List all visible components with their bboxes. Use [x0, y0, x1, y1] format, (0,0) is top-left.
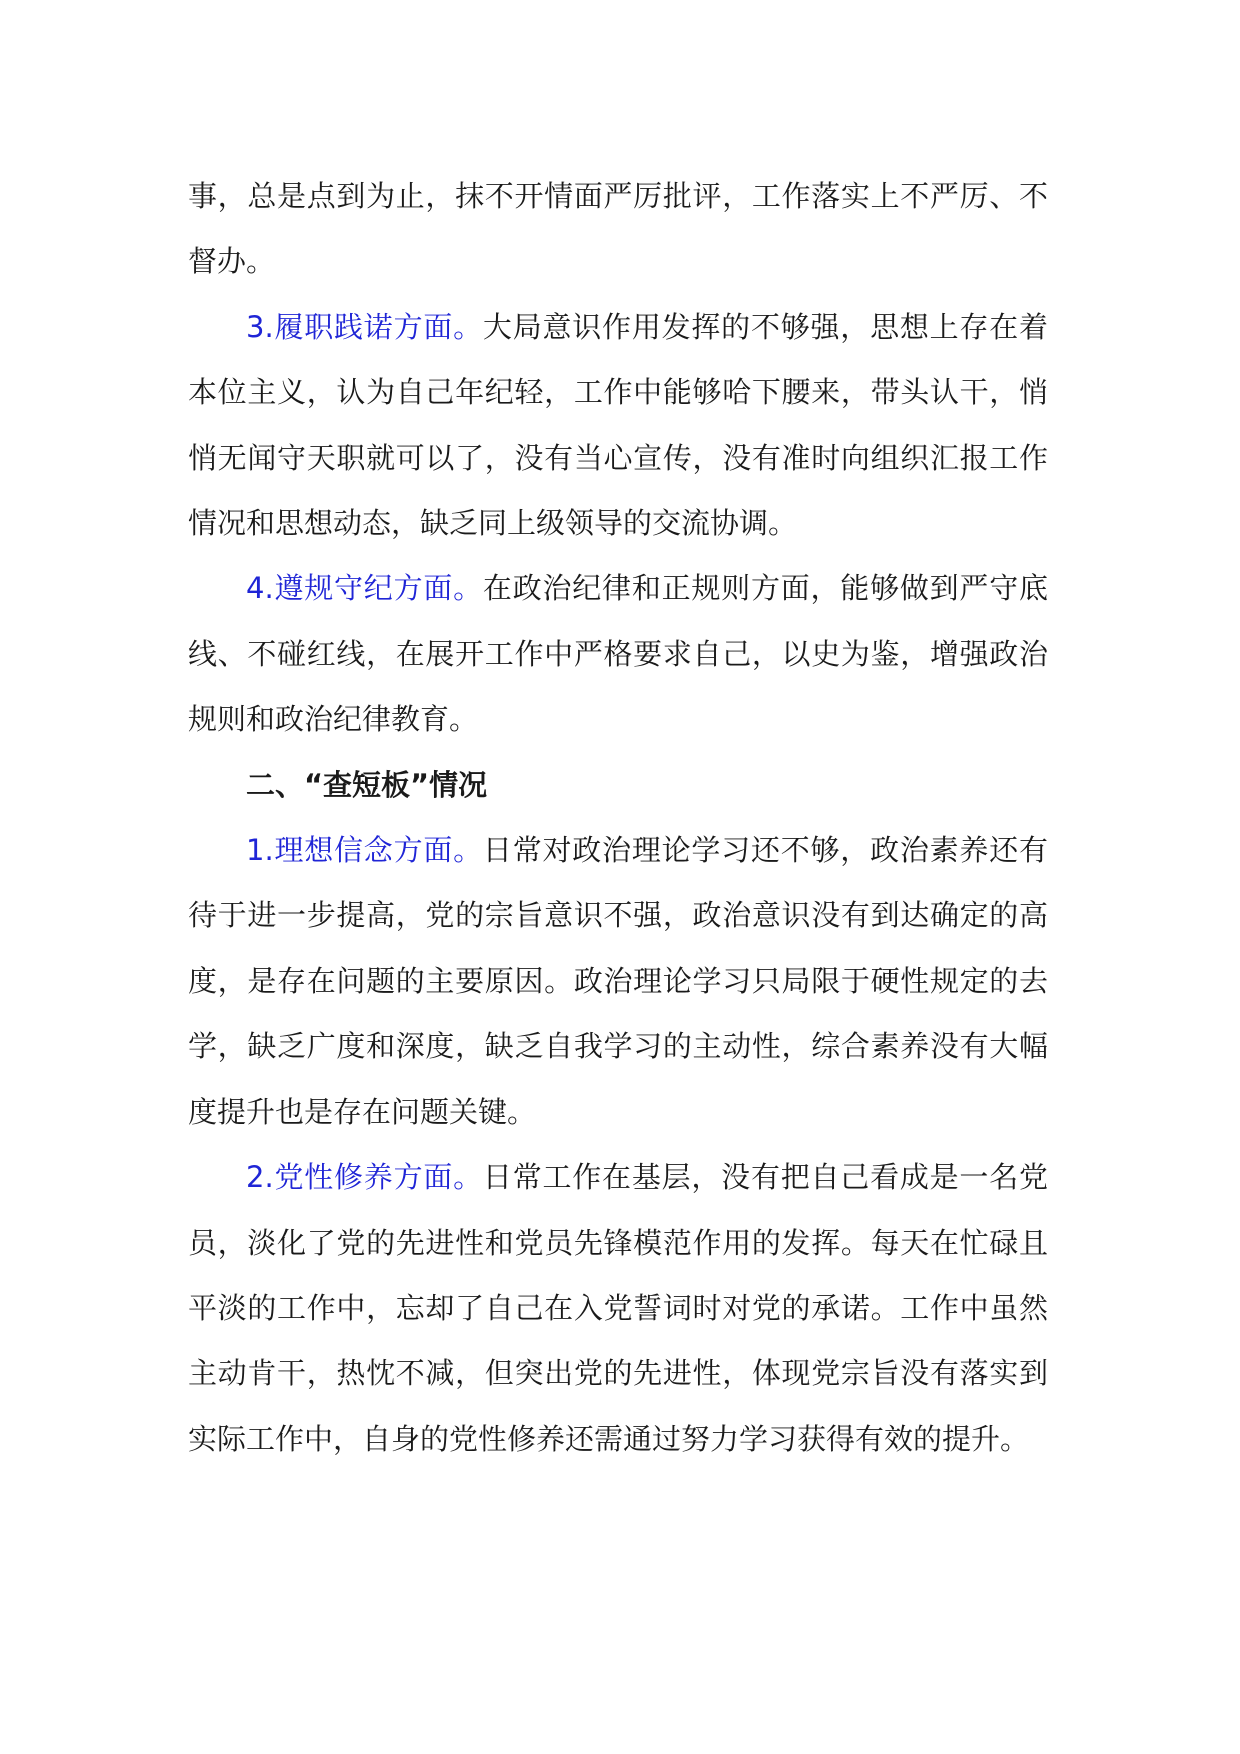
paragraph-continuation	[188, 164, 1048, 295]
section-heading: 二、“查短板”情况	[246, 767, 488, 802]
paragraph-lixiang	[188, 818, 1048, 1145]
paragraph-text: 事，总是点到为止，抹不开情面严厉批评，工作落实上不严厉、不督办。	[188, 179, 1048, 279]
paragraph-text: 在政治纪律和正规则方面，能够做到严守底线、不碰红线，在展开工作中严格要求自己，以史为鉴，增强政治规则和政治纪律教育。	[188, 571, 1048, 737]
paragraph-label: 3.履职践诺方面。	[246, 309, 483, 344]
paragraph-dangxing	[188, 1145, 1048, 1472]
paragraph-text: 日常工作在基层，没有把自己看成是一名党员，淡化了党的先进性和党员先锋模范作用的发挥。每天在忙碌且平淡的工作中，忘却了自己在入党誓词时对党的承诺。工作中虽然主动肯干，热忱不减，但突出党的先进性，体现党宗旨没有落实到实际工作中，自身的党性修养还需通过努力学习获得有效的提升。	[188, 1160, 1048, 1456]
paragraph-label: 4.遵规守纪方面。	[246, 571, 483, 606]
paragraph-label: 1.理想信念方面。	[246, 833, 483, 868]
paragraph-text: 大局意识作用发挥的不够强，思想上存在着本位主义，认为自己年纪轻，工作中能够哈下腰来，带头认干，悄悄无闻守天职就可以了，没有当心宣传，没有准时向组织汇报工作情况和思想动态，缺乏同上级领导的交流协调。	[188, 309, 1048, 541]
document-page	[188, 164, 1048, 1472]
paragraph-zungui	[188, 556, 1048, 752]
paragraph-text: 日常对政治理论学习还不够，政治素养还有待于进一步提高，党的宗旨意识不强，政治意识没有到达确定的高度，是存在问题的主要原因。政治理论学习只局限于硬性规定的去学，缺乏广度和深度，缺乏自我学习的主动性，综合素养没有大幅度提升也是存在问题关键。	[188, 833, 1048, 1129]
paragraph-label: 2.党性修养方面。	[246, 1160, 483, 1195]
paragraph-lvzhi	[188, 295, 1048, 557]
